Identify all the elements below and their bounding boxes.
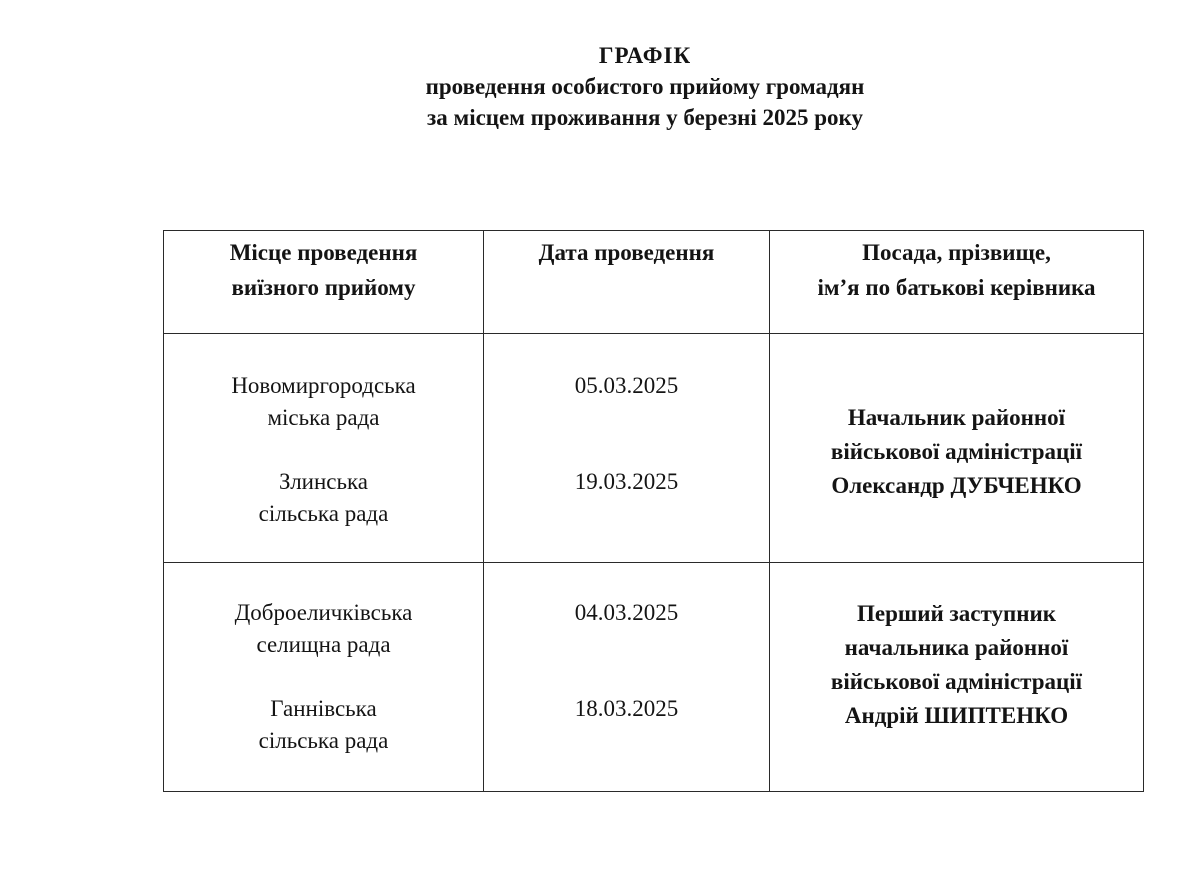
place-entry — [164, 466, 483, 530]
place-name-line-1: Доброеличківська — [234, 600, 413, 625]
table-row — [164, 334, 1144, 563]
table-row — [164, 563, 1144, 792]
header-official — [770, 231, 1144, 334]
document-title: ГРАФІК — [598, 43, 692, 68]
header-official-line-1: Посада, прізвище, — [862, 240, 1051, 265]
date-value: 19.03.2025 — [574, 469, 679, 494]
date-cell — [484, 563, 770, 792]
header-date — [484, 231, 770, 334]
place-name-line-2: селищна рада — [256, 632, 391, 657]
place-entry — [164, 597, 483, 661]
place-name-line-1: Новомиргородська — [231, 373, 416, 398]
document-subtitle-line-2: за місцем проживання у березні 2025 року — [427, 105, 863, 130]
place-name-line-2: сільська рада — [258, 728, 389, 753]
official-name: Андрій ШИПТЕНКО — [844, 703, 1069, 728]
place-entry — [164, 693, 483, 757]
place-name-line-1: Ганнівська — [270, 696, 377, 721]
official-cell — [770, 334, 1144, 563]
official-position-line-2: начальника районної — [844, 635, 1069, 660]
official-position-line-2: військової адміністрації — [830, 439, 1083, 464]
header-official-line-2: ім’я по батькові керівника — [817, 275, 1096, 300]
date-value: 05.03.2025 — [574, 373, 679, 398]
header-place-line-1: Місце проведення — [229, 240, 418, 265]
place-entry — [164, 370, 483, 434]
document-title-block — [300, 40, 990, 133]
place-name-line-2: міська рада — [267, 405, 380, 430]
place-name-line-2: сільська рада — [258, 501, 389, 526]
official-position-line-1: Перший заступник — [856, 601, 1056, 626]
place-name-line-1: Злинська — [278, 469, 369, 494]
date-value: 04.03.2025 — [574, 600, 679, 625]
place-cell — [164, 334, 484, 563]
date-cell — [484, 334, 770, 563]
date-value: 18.03.2025 — [574, 696, 679, 721]
official-position-line-1: Начальник районної — [847, 405, 1066, 430]
place-cell — [164, 563, 484, 792]
schedule-table — [163, 230, 1144, 792]
official-name: Олександр ДУБЧЕНКО — [831, 473, 1082, 498]
table-header-row — [164, 231, 1144, 334]
header-date-label: Дата проведення — [538, 240, 715, 265]
header-place-line-2: виїзного прийому — [231, 275, 416, 300]
document-subtitle-line-1: проведення особистого прийому громадян — [425, 74, 865, 99]
official-cell — [770, 563, 1144, 792]
header-place — [164, 231, 484, 334]
official-position-line-3: військової адміністрації — [830, 669, 1083, 694]
